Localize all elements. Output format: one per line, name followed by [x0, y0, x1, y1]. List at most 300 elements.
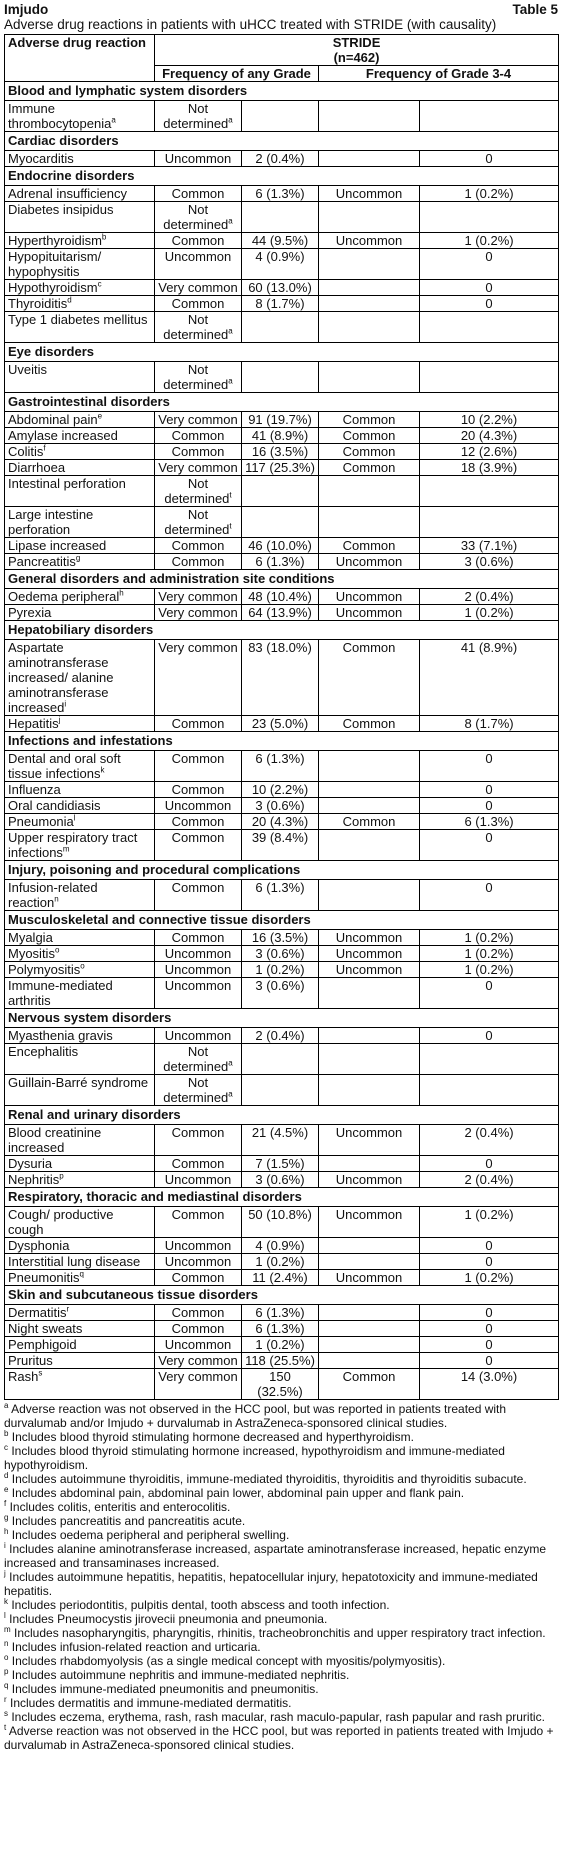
cell-text: Common [171, 233, 225, 248]
reaction-name [5, 589, 155, 605]
frequency-any-grade [155, 978, 242, 1009]
frequency-grade-3-4 [319, 1156, 420, 1172]
count-grade-3-4: 0 [420, 1254, 559, 1270]
cell-text: Uncommon [164, 151, 232, 166]
footnote-text: Includes rhabdomyolysis (as a single medical concept with myositis/polymyositis). [8, 1654, 446, 1668]
footnote [4, 1570, 558, 1598]
reaction-name [5, 249, 155, 280]
frequency-any-grade [155, 554, 242, 570]
frequency-any-grade [155, 1044, 242, 1075]
frequency-grade-3-4 [319, 1028, 420, 1044]
count-grade-3-4: 1 (0.2%) [420, 186, 559, 202]
cell-text: Blood creatinine increased [8, 1125, 102, 1155]
frequency-any-grade [155, 751, 242, 782]
frequency-grade-3-4 [319, 1321, 420, 1337]
reaction-name [5, 296, 155, 312]
reaction-name [5, 507, 155, 538]
section-header-row [5, 1009, 559, 1028]
cell-text: Uncommon [164, 1238, 232, 1253]
cell-text: Oedema peripheral [8, 589, 120, 604]
footnote-marker: d [4, 1471, 9, 1480]
cell-text: Diabetes insipidus [8, 202, 114, 217]
reaction-name [5, 978, 155, 1009]
count-grade-3-4: 8 (1.7%) [420, 716, 559, 732]
table-row [5, 962, 559, 978]
cell-text: Common [171, 1156, 225, 1171]
section-title: Injury, poisoning and procedural complications [5, 861, 559, 880]
reaction-name [5, 782, 155, 798]
footnote [4, 1500, 558, 1514]
footnote-marker: o [4, 1653, 9, 1662]
reaction-name [5, 476, 155, 507]
reaction-name [5, 751, 155, 782]
count-grade-3-4: 2 (0.4%) [420, 1125, 559, 1156]
frequency-grade-3-4: Uncommon [319, 1172, 420, 1188]
cell-text: Not determined [163, 202, 229, 232]
count-grade-3-4: 1 (0.2%) [420, 1270, 559, 1286]
count-any-grade: 48 (10.4%) [242, 589, 319, 605]
cell-text: Common [171, 186, 225, 201]
count-grade-3-4: 20 (4.3%) [420, 428, 559, 444]
reaction-name [5, 798, 155, 814]
footnote-marker: h [4, 1527, 9, 1536]
frequency-grade-3-4: Uncommon [319, 930, 420, 946]
frequency-any-grade [155, 151, 242, 167]
cell-text: Common [171, 1321, 225, 1336]
count-grade-3-4: 1 (0.2%) [420, 930, 559, 946]
frequency-any-grade [155, 412, 242, 428]
table-row [5, 444, 559, 460]
table-row [5, 1270, 559, 1286]
frequency-grade-3-4 [319, 1238, 420, 1254]
cell-text: Common [171, 830, 225, 845]
reaction-name [5, 1270, 155, 1286]
section-header-row [5, 570, 559, 589]
count-grade-3-4: 2 (0.4%) [420, 589, 559, 605]
table-row [5, 605, 559, 621]
frequency-any-grade [155, 444, 242, 460]
reaction-name [5, 186, 155, 202]
reaction-name [5, 1028, 155, 1044]
footnote-ref: r [66, 1304, 70, 1314]
cell-text: Very common [158, 640, 238, 655]
section-title: Musculoskeletal and connective tissue disorders [5, 911, 559, 930]
frequency-any-grade [155, 880, 242, 911]
count-any-grade: 4 (0.9%) [242, 1238, 319, 1254]
section-title: Renal and urinary disorders [5, 1106, 559, 1125]
frequency-any-grade [155, 1075, 242, 1106]
frequency-any-grade [155, 782, 242, 798]
frequency-grade-3-4 [319, 880, 420, 911]
cell-text: Myalgia [8, 930, 53, 945]
reaction-name [5, 962, 155, 978]
count-grade-3-4: 0 [420, 296, 559, 312]
frequency-any-grade [155, 716, 242, 732]
footnote-marker: m [4, 1625, 11, 1634]
footnote [4, 1668, 558, 1682]
frequency-grade-3-4: Common [319, 444, 420, 460]
frequency-grade-3-4: Common [319, 428, 420, 444]
footnote [4, 1472, 558, 1486]
table-row [5, 930, 559, 946]
count-any-grade: 1 (0.2%) [242, 1337, 319, 1353]
product-name: Imjudo [4, 2, 49, 17]
frequency-any-grade [155, 101, 242, 132]
frequency-any-grade [155, 1207, 242, 1238]
footnote-text: Includes abdominal pain, abdominal pain lower, abdominal pain upper and flank pain. [8, 1486, 465, 1500]
count-any-grade: 8 (1.7%) [242, 296, 319, 312]
cell-text: Pyrexia [8, 605, 52, 620]
cell-text: Uncommon [164, 249, 232, 264]
table-row [5, 1028, 559, 1044]
table-row [5, 428, 559, 444]
adverse-reactions-table [4, 34, 559, 1400]
frequency-grade-3-4: Common [319, 412, 420, 428]
table-row [5, 1254, 559, 1270]
reaction-name [5, 880, 155, 911]
cell-text: Not determined [163, 1044, 229, 1074]
frequency-any-grade [155, 312, 242, 343]
count-any-grade: 50 (10.8%) [242, 1207, 319, 1238]
footnote-ref: q [79, 1269, 84, 1279]
reaction-name [5, 716, 155, 732]
frequency-grade-3-4 [319, 249, 420, 280]
reaction-name [5, 1337, 155, 1353]
footnote [4, 1402, 558, 1430]
section-title: Blood and lymphatic system disorders [5, 82, 559, 101]
footnote-ref: n [54, 894, 59, 904]
count-any-grade: 6 (1.3%) [242, 1321, 319, 1337]
cell-text: Immune-mediated arthritis [8, 978, 113, 1008]
frequency-any-grade [155, 1305, 242, 1321]
cell-text: Pemphigoid [8, 1337, 77, 1352]
cell-text: Encephalitis [8, 1044, 79, 1059]
frequency-any-grade [155, 186, 242, 202]
count-any-grade: 41 (8.9%) [242, 428, 319, 444]
cell-text: Uncommon [164, 978, 232, 993]
cell-text: Upper respiratory tract infections [8, 830, 138, 860]
cell-text: Uncommon [164, 1028, 232, 1043]
cell-text: Very common [158, 1369, 238, 1384]
table-row [5, 280, 559, 296]
cell-text: Uveitis [8, 362, 48, 377]
count-any-grade: 6 (1.3%) [242, 554, 319, 570]
frequency-grade-3-4: Uncommon [319, 1125, 420, 1156]
count-any-grade: 11 (2.4%) [242, 1270, 319, 1286]
cell-text: Nephritis [8, 1172, 60, 1187]
count-grade-3-4: 0 [420, 1353, 559, 1369]
cell-text: Pneumonitis [8, 1270, 80, 1285]
table-row [5, 946, 559, 962]
footnote-marker: a [4, 1401, 9, 1410]
footnote-ref: j [58, 715, 61, 725]
count-grade-3-4: 12 (2.6%) [420, 444, 559, 460]
footnote-ref: c [97, 279, 102, 289]
footnote-marker: n [4, 1639, 9, 1648]
cell-text: Very common [158, 280, 238, 295]
frequency-any-grade [155, 1337, 242, 1353]
count-any-grade: 7 (1.5%) [242, 1156, 319, 1172]
cell-text: Hyperthyroidism [8, 233, 102, 248]
table-row [5, 716, 559, 732]
frequency-grade-3-4 [319, 280, 420, 296]
footnote-marker: s [4, 1709, 8, 1718]
count-any-grade: 6 (1.3%) [242, 1305, 319, 1321]
reaction-name [5, 233, 155, 249]
section-title: Eye disorders [5, 343, 559, 362]
footnote-text: Includes blood thyroid stimulating hormone increased, hypothyroidism and immune-mediated hypothyroidism. [4, 1444, 505, 1472]
footnote-ref: i [64, 699, 67, 709]
count-grade-3-4: 0 [420, 280, 559, 296]
frequency-grade-3-4 [319, 476, 420, 507]
reaction-name [5, 1305, 155, 1321]
count-any-grade: 60 (13.0%) [242, 280, 319, 296]
footnotes [4, 1402, 558, 1752]
column-header-reaction: Adverse drug reaction [5, 35, 155, 82]
frequency-any-grade [155, 280, 242, 296]
cell-text: Very common [158, 412, 238, 427]
count-grade-3-4: 1 (0.2%) [420, 962, 559, 978]
cell-text: Cough/ productive cough [8, 1207, 114, 1237]
frequency-any-grade [155, 538, 242, 554]
count-any-grade: 3 (0.6%) [242, 946, 319, 962]
count-grade-3-4: 3 (0.6%) [420, 554, 559, 570]
cell-text: Common [171, 296, 225, 311]
frequency-any-grade [155, 202, 242, 233]
frequency-grade-3-4 [319, 507, 420, 538]
frequency-grade-3-4: Uncommon [319, 233, 420, 249]
footnote [4, 1696, 558, 1710]
reaction-name [5, 1207, 155, 1238]
frequency-any-grade [155, 946, 242, 962]
footnote [4, 1640, 558, 1654]
footnote [4, 1514, 558, 1528]
count-any-grade: 6 (1.3%) [242, 186, 319, 202]
frequency-grade-3-4: Uncommon [319, 554, 420, 570]
count-grade-3-4: 18 (3.9%) [420, 460, 559, 476]
frequency-grade-3-4: Common [319, 1369, 420, 1400]
table-row [5, 312, 559, 343]
cell-text: Intestinal perforation [8, 476, 126, 491]
footnote-ref: m [62, 844, 70, 854]
reaction-name [5, 362, 155, 393]
footnote-marker: g [4, 1513, 9, 1522]
cell-text: Common [171, 1207, 225, 1222]
count-grade-3-4: 0 [420, 751, 559, 782]
reaction-name [5, 554, 155, 570]
cell-text: Immune thrombocytopenia [8, 101, 112, 131]
count-grade-3-4: 1 (0.2%) [420, 605, 559, 621]
reaction-name [5, 1075, 155, 1106]
section-title: Infections and infestations [5, 732, 559, 751]
table-caption: Adverse drug reactions in patients with uHCC treated with STRIDE (with causality) [4, 17, 497, 32]
table-row [5, 1321, 559, 1337]
cell-text: Very common [158, 589, 238, 604]
footnote-marker: r [4, 1695, 7, 1704]
frequency-any-grade [155, 296, 242, 312]
count-any-grade: 10 (2.2%) [242, 782, 319, 798]
table-row [5, 814, 559, 830]
count-any-grade [242, 362, 319, 393]
frequency-grade-3-4 [319, 798, 420, 814]
cell-text: Rash [8, 1369, 39, 1384]
frequency-any-grade [155, 605, 242, 621]
reaction-name [5, 1125, 155, 1156]
frequency-grade-3-4 [319, 296, 420, 312]
cell-text: Aspartate aminotransferase increased/ alanine aminotransferase increased [8, 640, 114, 715]
table-row [5, 1075, 559, 1106]
count-grade-3-4: 0 [420, 880, 559, 911]
cell-text: Dental and oral soft tissue infections [8, 751, 121, 781]
footnote-text: Includes nasopharyngitis, pharyngitis, rhinitis, tracheobronchitis and upper respiratory tract infection. [10, 1626, 546, 1640]
footnote-ref: o [54, 945, 60, 955]
footnote-ref: a [228, 1058, 233, 1068]
count-grade-3-4 [420, 1044, 559, 1075]
frequency-grade-3-4 [319, 202, 420, 233]
count-any-grade: 3 (0.6%) [242, 978, 319, 1009]
table-row [5, 640, 559, 716]
footnote [4, 1626, 558, 1640]
count-grade-3-4 [420, 202, 559, 233]
reaction-name [5, 460, 155, 476]
count-any-grade: 16 (3.5%) [242, 930, 319, 946]
frequency-grade-3-4 [319, 1353, 420, 1369]
frequency-any-grade [155, 930, 242, 946]
section-header-row [5, 911, 559, 930]
count-grade-3-4: 0 [420, 1321, 559, 1337]
footnote [4, 1598, 558, 1612]
footnote-text: Adverse reaction was not observed in the HCC pool, but was reported in patients treated with Imjudo + durvalumab in AstraZeneca-sponsored clinical studies. [4, 1724, 554, 1752]
count-any-grade: 1 (0.2%) [242, 962, 319, 978]
frequency-grade-3-4 [319, 751, 420, 782]
count-grade-3-4: 33 (7.1%) [420, 538, 559, 554]
cell-text: Common [171, 1270, 225, 1285]
cell-text: Common [171, 880, 225, 895]
table-row [5, 751, 559, 782]
cell-text: Uncommon [164, 1172, 232, 1187]
section-title: General disorders and administration site conditions [5, 570, 559, 589]
frequency-any-grade [155, 1238, 242, 1254]
cell-text: Not determined [164, 476, 230, 506]
footnote-ref: h [119, 588, 124, 598]
table-row [5, 186, 559, 202]
cell-text: Colitis [8, 444, 44, 459]
cell-text: Pancreatitis [8, 554, 76, 569]
count-grade-3-4: 0 [420, 151, 559, 167]
footnote-marker: p [4, 1667, 9, 1676]
count-grade-3-4: 10 (2.2%) [420, 412, 559, 428]
count-grade-3-4: 0 [420, 1156, 559, 1172]
footnote-marker: i [4, 1541, 6, 1550]
table-row [5, 978, 559, 1009]
count-any-grade: 91 (19.7%) [242, 412, 319, 428]
table-row [5, 202, 559, 233]
reaction-name [5, 1369, 155, 1400]
frequency-any-grade [155, 1156, 242, 1172]
frequency-any-grade [155, 1254, 242, 1270]
section-header-row [5, 621, 559, 640]
footnote-text: Includes periodontitis, pulpitis dental, tooth abscess and tooth infection. [8, 1598, 390, 1612]
cell-text: Thyroiditis [8, 296, 68, 311]
table-row [5, 1125, 559, 1156]
count-any-grade: 16 (3.5%) [242, 444, 319, 460]
cell-text: Oral candidiasis [8, 798, 101, 813]
count-any-grade: 4 (0.9%) [242, 249, 319, 280]
cell-text: Not determined [163, 312, 229, 342]
footnote-ref: f [43, 443, 46, 453]
section-title: Skin and subcutaneous tissue disorders [5, 1286, 559, 1305]
section-header-row [5, 82, 559, 101]
frequency-any-grade [155, 1353, 242, 1369]
reaction-name [5, 101, 155, 132]
count-any-grade: 117 (25.3%) [242, 460, 319, 476]
frequency-any-grade [155, 1369, 242, 1400]
table-row [5, 1353, 559, 1369]
reaction-name [5, 946, 155, 962]
frequency-grade-3-4 [319, 1044, 420, 1075]
column-header-grade-3-4: Frequency of Grade 3-4 [319, 66, 559, 82]
reaction-name [5, 428, 155, 444]
cell-text: Dermatitis [8, 1305, 67, 1320]
table-row [5, 476, 559, 507]
footnote-text: Includes immune-mediated pneumonitis and pneumonitis. [8, 1682, 319, 1696]
footnote-ref: t [229, 521, 232, 531]
cell-text: Common [171, 428, 225, 443]
footnote-text: Includes blood thyroid stimulating hormone decreased and hyperthyroidism. [8, 1430, 415, 1444]
section-header-row [5, 732, 559, 751]
reaction-name [5, 1172, 155, 1188]
cell-text: Common [171, 814, 225, 829]
reaction-name [5, 151, 155, 167]
table-row [5, 1172, 559, 1188]
footnote-marker: t [4, 1723, 7, 1732]
cell-text: Uncommon [164, 1254, 232, 1269]
frequency-grade-3-4 [319, 312, 420, 343]
footnote-text: Includes autoimmune nephritis and immune-mediated nephritis. [8, 1668, 350, 1682]
count-any-grade: 118 (25.5%) [242, 1353, 319, 1369]
count-any-grade: 44 (9.5%) [242, 233, 319, 249]
cell-text: Abdominal pain [8, 412, 98, 427]
footnote-ref: a [228, 115, 233, 125]
count-any-grade [242, 101, 319, 132]
reaction-name [5, 1156, 155, 1172]
section-title: Cardiac disorders [5, 132, 559, 151]
count-any-grade [242, 476, 319, 507]
frequency-grade-3-4 [319, 101, 420, 132]
frequency-any-grade [155, 1321, 242, 1337]
count-grade-3-4: 0 [420, 1238, 559, 1254]
table-row [5, 1238, 559, 1254]
table-row [5, 880, 559, 911]
reaction-name [5, 1254, 155, 1270]
table-row [5, 830, 559, 861]
count-grade-3-4 [420, 507, 559, 538]
count-grade-3-4: 0 [420, 1305, 559, 1321]
frequency-grade-3-4: Uncommon [319, 605, 420, 621]
count-any-grade: 23 (5.0%) [242, 716, 319, 732]
cell-text: Common [171, 444, 225, 459]
frequency-any-grade [155, 1270, 242, 1286]
count-grade-3-4: 1 (0.2%) [420, 1207, 559, 1238]
table-row [5, 1156, 559, 1172]
section-title: Nervous system disorders [5, 1009, 559, 1028]
table-row [5, 1044, 559, 1075]
table-row [5, 233, 559, 249]
frequency-grade-3-4: Uncommon [319, 589, 420, 605]
count-grade-3-4 [420, 101, 559, 132]
count-any-grade [242, 507, 319, 538]
footnote-text: Includes autoimmune thyroiditis, immune-mediated thyroiditis, thyroiditis and thyroiditis subacute. [8, 1472, 527, 1486]
